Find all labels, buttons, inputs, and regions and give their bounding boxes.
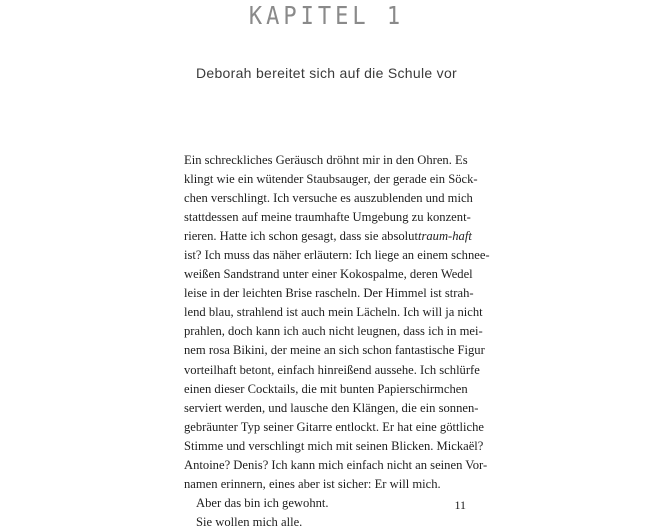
chapter-subtitle: Deborah bereitet sich auf die Schule vor	[195, 65, 458, 81]
text-line	[184, 227, 472, 246]
text-line: leise in der leichten Brise rascheln. Der Himmel ist strah-	[184, 286, 474, 301]
text-line: chen verschlingt. Ich versuche es auszublenden und mich	[184, 191, 473, 206]
text-line: einen dieser Cocktails, die mit bunten Papierschirmchen	[184, 381, 468, 396]
text-line: namen erinnern, eines aber ist sicher: Er will mich.	[184, 476, 441, 491]
text-line: lend blau, strahlend ist auch mein Lächeln. Ich will ja nicht	[184, 305, 483, 320]
emphasis-text: traum-haft	[417, 229, 472, 244]
text-line: weißen Sandstrand unter einer Kokospalme, deren Wedel	[184, 267, 473, 282]
text-line: serviert werden, und lausche den Klängen, die ein sonnen-	[184, 400, 479, 415]
chapter-title: KAPITEL 1	[248, 2, 405, 32]
text-line-part: rieren. Hatte ich schon gesagt, dass sie absolut	[184, 229, 418, 244]
text-line: nem rosa Bikini, der meine an sich schon fantastische Figur	[184, 343, 485, 358]
text-line: Antoine? Denis? Ich kann mich einfach nicht an seinen Vor-	[184, 457, 488, 472]
body-text	[184, 151, 490, 532]
text-line: klingt wie ein wütender Staubsauger, der gerade ein Söck-	[184, 172, 478, 187]
page-number: 11	[454, 498, 466, 512]
text-line: Stimme und verschlingt mich mit seinen Blicken. Mickaël?	[184, 438, 484, 453]
text-line: vorteilhaft betont, einfach hinreißend aussehe. Ich schlürfe	[184, 362, 480, 377]
text-line: prahlen, doch kann ich auch nicht leugnen, dass ich in mei-	[184, 324, 483, 339]
text-line: stattdessen auf meine traumhafte Umgebung zu konzent-	[184, 210, 471, 225]
text-line: Sie wollen mich alle.	[196, 514, 303, 529]
text-line: ist? Ich muss das näher erläutern: Ich liege an einem schnee-	[184, 248, 490, 263]
text-line: Aber das bin ich gewohnt.	[196, 495, 329, 510]
text-line: gebräunter Typ seiner Gitarre entlockt. Er hat eine göttliche	[184, 419, 484, 434]
text-line: Ein schreckliches Geräusch dröhnt mir in den Ohren. Es	[184, 153, 468, 167]
